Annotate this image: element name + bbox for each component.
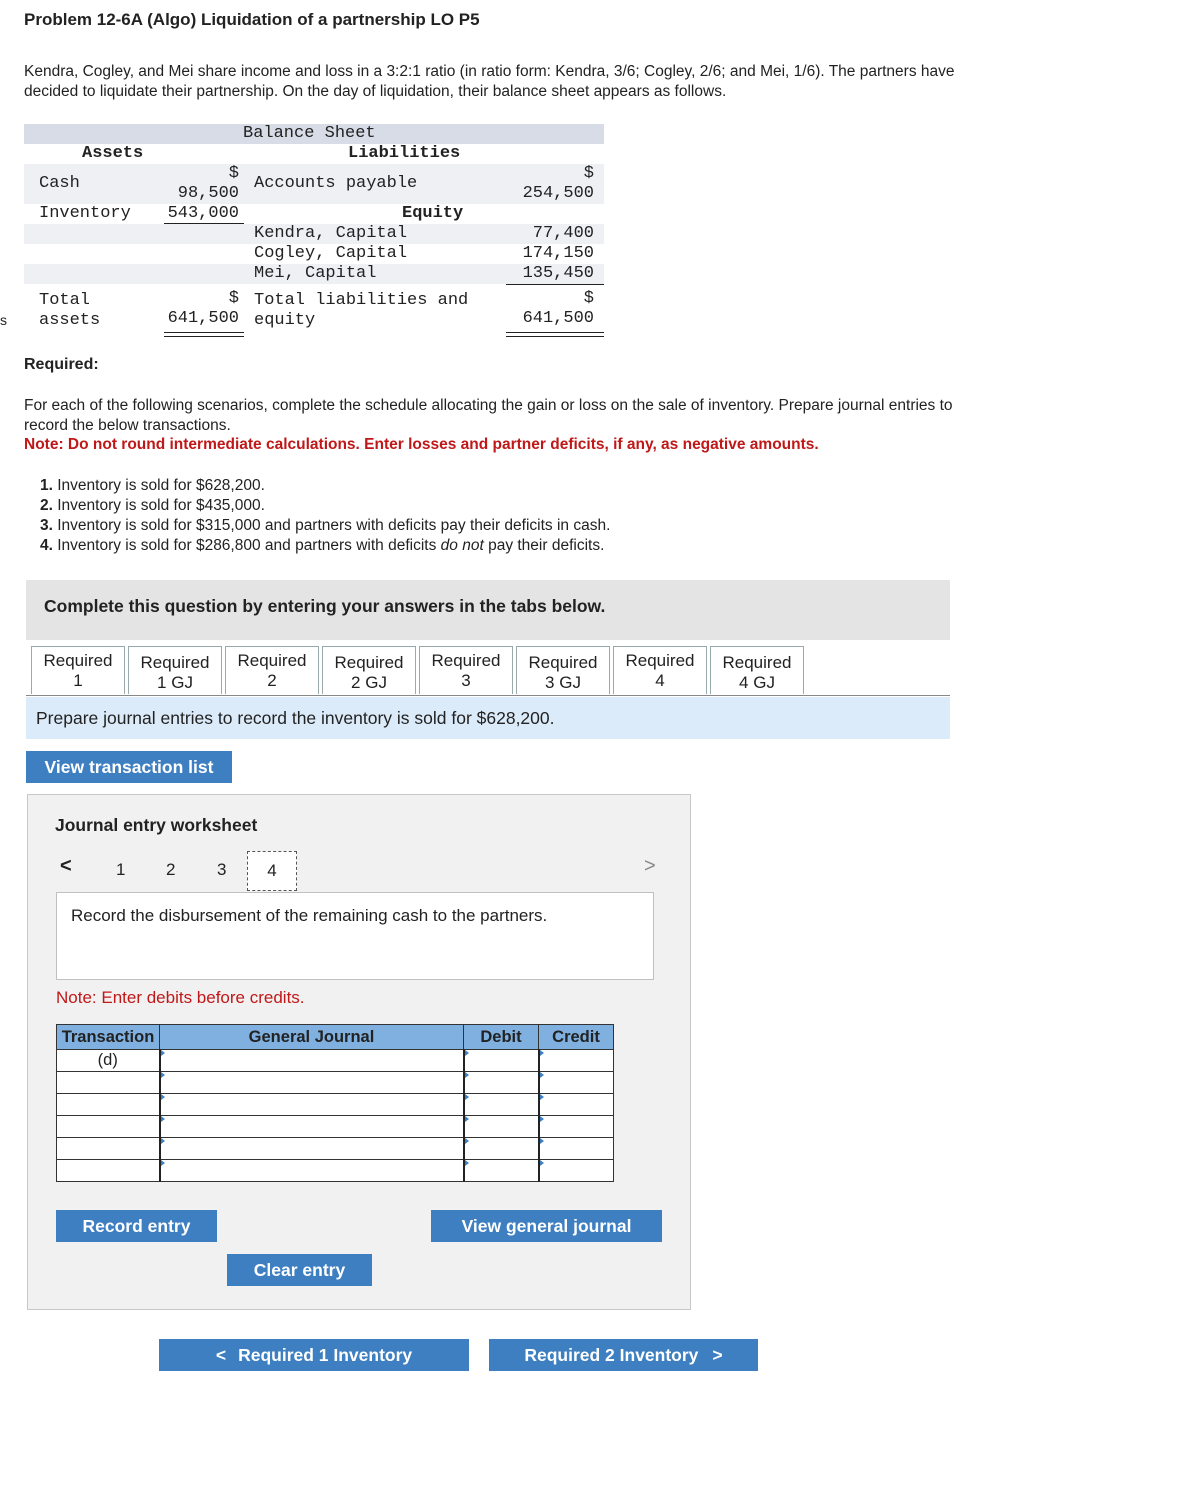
total-assets-value: 641,500 <box>167 309 239 328</box>
page-2[interactable]: 2 <box>166 860 176 879</box>
page-3[interactable]: 3 <box>217 860 227 879</box>
total-assets-label-1: Total <box>39 291 91 310</box>
scenario-2: 2. Inventory is sold for $435,000. <box>40 497 265 514</box>
page-4[interactable]: 4 <box>247 851 297 891</box>
total-le-dollar: $ <box>583 289 594 308</box>
col-transaction: Transaction <box>57 1025 160 1050</box>
tab-required-4-gj[interactable]: Required 4 GJ <box>710 646 804 694</box>
account-input[interactable] <box>160 1050 464 1072</box>
next-required-button[interactable] <box>489 1339 758 1371</box>
tab-required-1-gj[interactable]: Required 1 GJ <box>128 646 222 694</box>
credit-input[interactable] <box>539 1072 614 1094</box>
cogley-capital-label: Cogley, Capital <box>254 244 408 263</box>
col-general-journal: General Journal <box>160 1025 464 1050</box>
scenario-1: 1. Inventory is sold for $628,200. <box>40 477 265 494</box>
mei-capital-label: Mei, Capital <box>254 264 377 283</box>
balance-sheet <box>24 124 604 342</box>
col-debit: Debit <box>464 1025 539 1050</box>
cash-dollar: $ <box>228 164 239 183</box>
chevron-right-icon: > <box>712 1344 723 1365</box>
debit-input[interactable] <box>464 1094 539 1116</box>
view-transaction-list-button[interactable]: View transaction list <box>26 751 232 783</box>
record-entry-button[interactable]: Record entry <box>56 1210 217 1242</box>
worksheet-note: Note: Enter debits before credits. <box>56 988 305 1007</box>
debit-input[interactable] <box>464 1160 539 1182</box>
prev-page-icon[interactable]: < <box>60 855 72 877</box>
scenario-list <box>40 476 610 556</box>
account-input[interactable] <box>160 1072 464 1094</box>
account-input[interactable] <box>160 1138 464 1160</box>
assets-header: Assets <box>82 144 144 163</box>
next-page-icon[interactable]: > <box>644 855 656 877</box>
accounts-payable-label: Accounts payable <box>254 174 418 193</box>
debit-input[interactable] <box>464 1050 539 1072</box>
transaction-description: Record the disbursement of the remaining cash to the partners. <box>71 906 548 925</box>
equity-header: Equity <box>402 204 464 223</box>
transaction-cell <box>57 1094 160 1116</box>
transaction-cell <box>57 1138 160 1160</box>
general-journal-table <box>56 1024 614 1182</box>
tab-divider <box>26 695 950 696</box>
cogley-capital-value: 174,150 <box>522 244 594 263</box>
kendra-capital-label: Kendra, Capital <box>254 224 408 243</box>
clear-entry-button[interactable]: Clear entry <box>227 1254 372 1286</box>
table-row <box>57 1160 614 1182</box>
debit-input[interactable] <box>464 1138 539 1160</box>
tab-instruction: Prepare journal entries to record the inventory is sold for $628,200. <box>36 708 555 728</box>
tab-required-3[interactable]: Required 3 <box>419 646 513 694</box>
left-edge-mark: s <box>0 312 7 328</box>
account-input[interactable] <box>160 1116 464 1138</box>
balance-sheet-title: Balance Sheet <box>243 124 376 143</box>
tab-required-2[interactable]: Required 2 <box>225 646 319 694</box>
prev-required-button[interactable] <box>159 1339 469 1371</box>
complete-banner <box>26 580 950 640</box>
table-row <box>57 1094 614 1116</box>
table-row <box>57 1050 614 1072</box>
required-text: For each of the following scenarios, complete the schedule allocating the gain or loss on the sale of inventory. Prepare journal entries to record the below transactions. <box>24 397 953 434</box>
table-row <box>57 1138 614 1160</box>
mei-capital-value: 135,450 <box>522 264 594 283</box>
account-input[interactable] <box>160 1160 464 1182</box>
tab-required-2-gj[interactable]: Required 2 GJ <box>322 646 416 694</box>
transaction-cell <box>57 1116 160 1138</box>
transaction-cell <box>57 1072 160 1094</box>
tab-required-3-gj[interactable]: Required 3 GJ <box>516 646 610 694</box>
account-input[interactable] <box>160 1094 464 1116</box>
ap-dollar: $ <box>583 164 594 183</box>
table-row <box>57 1116 614 1138</box>
scenario-3: 3. Inventory is sold for $315,000 and partners with deficits pay their deficits in cash. <box>40 517 611 534</box>
cash-label: Cash <box>39 174 80 193</box>
debit-input[interactable] <box>464 1072 539 1094</box>
complete-banner-text: Complete this question by entering your answers in the tabs below. <box>44 596 606 616</box>
chevron-left-icon: < <box>215 1344 227 1365</box>
transaction-description-box <box>56 892 654 980</box>
credit-input[interactable] <box>539 1138 614 1160</box>
transaction-cell: (d) <box>57 1050 160 1072</box>
total-le-label-1: Total liabilities and <box>254 291 469 310</box>
credit-input[interactable] <box>539 1116 614 1138</box>
scenario-4: 4. Inventory is sold for $286,800 and partners with deficits do not pay their deficits. <box>40 537 605 554</box>
prev-required-label: Required 1 Inventory <box>238 1344 413 1365</box>
inventory-label: Inventory <box>39 204 131 223</box>
total-le-value: 641,500 <box>522 309 594 328</box>
inventory-value: 543,000 <box>167 204 239 223</box>
total-assets-label-2: assets <box>39 311 101 330</box>
transaction-cell <box>57 1160 160 1182</box>
accounts-payable-value: 254,500 <box>522 184 594 203</box>
tab-instruction-bar <box>26 697 950 739</box>
credit-input[interactable] <box>539 1050 614 1072</box>
tab-required-1[interactable]: Required 1 <box>31 646 125 694</box>
tab-required-4[interactable]: Required 4 <box>613 646 707 694</box>
page-1[interactable]: 1 <box>116 860 126 879</box>
problem-title: Problem 12-6A (Algo) Liquidation of a partnership LO P5 <box>24 10 480 29</box>
table-row <box>57 1072 614 1094</box>
problem-intro: Kendra, Cogley, and Mei share income and loss in a 3:2:1 ratio (in ratio form: Kendra, 3/6; Cogley, 2/6; and Mei, 1/6). The partners have decided to liquidate their partnership. On the day of liquidation, their balance sheet appears as follows. <box>24 63 955 100</box>
debit-input[interactable] <box>464 1116 539 1138</box>
credit-input[interactable] <box>539 1160 614 1182</box>
cash-value: 98,500 <box>177 184 239 203</box>
worksheet-title: Journal entry worksheet <box>55 815 258 835</box>
total-le-label-2: equity <box>254 311 316 330</box>
liabilities-header: Liabilities <box>348 144 461 163</box>
total-assets-dollar: $ <box>228 289 239 308</box>
kendra-capital-value: 77,400 <box>532 224 594 243</box>
view-general-journal-button[interactable]: View general journal <box>431 1210 662 1242</box>
next-required-label: Required 2 Inventory <box>524 1344 699 1365</box>
required-note: Note: Do not round intermediate calculations. Enter losses and partner deficits, if any, as negative amounts. <box>24 436 819 453</box>
col-credit: Credit <box>539 1025 614 1050</box>
credit-input[interactable] <box>539 1094 614 1116</box>
required-heading: Required: <box>24 356 99 373</box>
